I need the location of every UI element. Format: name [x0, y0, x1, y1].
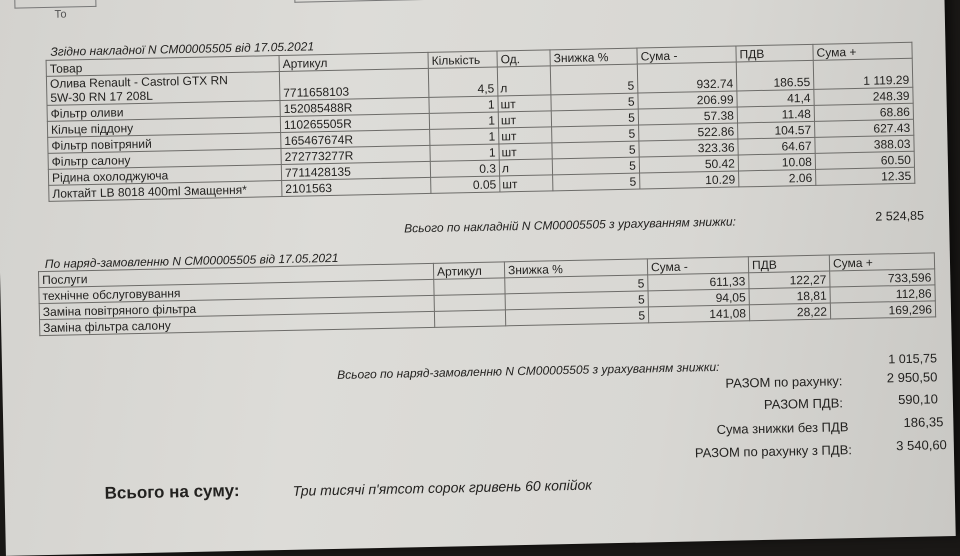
item-sum-minus: 57.38 — [638, 107, 737, 125]
item-vat: 11.48 — [737, 105, 814, 123]
col-header: Артикул — [279, 52, 428, 71]
item-article: 2101563 — [282, 177, 431, 196]
top-cell-box — [14, 0, 96, 9]
invoice-header: Згідно накладної N СМ00005505 від 17.05.2021 — [50, 39, 315, 59]
item-name: Рідина охолоджуюча — [48, 165, 281, 186]
top-sub-text: То — [54, 8, 67, 21]
item-sum-plus: 627.43 — [815, 119, 914, 137]
item-qty: 1 — [429, 96, 498, 113]
summary-total-label: РАЗОМ по рахунку: — [725, 373, 843, 391]
item-sum-plus: 248.39 — [814, 87, 913, 105]
service-vat: 122,27 — [749, 271, 830, 289]
service-article — [434, 310, 505, 327]
summary-discount-value: 186,35 — [903, 414, 944, 431]
service-sum-plus: 169,296 — [830, 301, 935, 319]
item-unit: л — [499, 159, 552, 176]
col-header: Знижка % — [504, 259, 647, 278]
item-article: 165467674R — [281, 129, 430, 148]
col-header: Сума + — [813, 42, 912, 60]
service-sum-minus: 141,08 — [648, 305, 749, 323]
service-sum-minus: 94,05 — [648, 289, 749, 307]
item-name: Олива Renault - Castrol GTX RN 5W-30 RN 17 208L — [46, 72, 280, 106]
service-name: технічне обслуговування — [39, 279, 434, 303]
item-article: 7711658103 — [279, 68, 429, 100]
item-qty: 1 — [429, 112, 498, 129]
item-sum-minus: 932.74 — [637, 62, 737, 93]
final-sum-label: Всього на суму: — [104, 480, 240, 503]
order-total-label: Всього по наряд-замовленню N СМ00005505 з урахуванням знижки: — [337, 359, 720, 382]
item-unit: шт — [500, 175, 553, 192]
summary-discount-label: Сума знижки без ПДВ — [716, 419, 849, 437]
service-discount: 5 — [505, 275, 648, 294]
summary-grand-label: РАЗОМ по рахунку з ПДВ: — [694, 442, 853, 461]
item-unit: шт — [499, 127, 552, 144]
col-header: Сума - — [637, 46, 736, 64]
summary-vat-value: 590,10 — [897, 391, 939, 408]
service-sum-minus: 611,33 — [648, 273, 749, 291]
item-unit: шт — [498, 95, 551, 112]
item-vat: 41,4 — [737, 89, 814, 107]
item-qty: 0.05 — [431, 176, 500, 193]
col-header: ПДВ — [748, 255, 829, 273]
service-article — [434, 294, 505, 311]
item-qty: 1 — [430, 128, 499, 145]
item-sum-plus: 60.50 — [815, 151, 914, 169]
summary-vat-label: РАЗОМ ПДВ: — [763, 395, 844, 412]
order-total-value: 1 015,75 — [888, 351, 938, 367]
col-header: Кількість — [428, 51, 497, 68]
top-strip — [0, 0, 944, 21]
service-discount: 5 — [505, 307, 648, 326]
col-header: ПДВ — [736, 44, 813, 62]
item-sum-minus: 206.99 — [638, 91, 737, 109]
item-qty: 4,5 — [428, 67, 498, 97]
service-name: Заміна повітряного фільтра — [39, 295, 434, 319]
item-sum-minus: 323.36 — [639, 139, 738, 157]
col-header: Товар — [46, 56, 279, 77]
col-header: Артикул — [433, 262, 504, 279]
col-header: Сума + — [829, 253, 934, 271]
item-sum-minus: 10.29 — [640, 171, 739, 189]
item-discount: 5 — [552, 125, 639, 143]
item-sum-minus: 522.86 — [639, 123, 738, 141]
invoice-table — [46, 42, 916, 202]
item-article: 110265505R — [280, 113, 429, 132]
invoice-total-value: 2 524,85 — [875, 208, 925, 224]
item-discount: 5 — [551, 93, 638, 111]
item-article: 7711428135 — [281, 161, 430, 180]
col-header: Послуги — [38, 263, 433, 287]
invoice-total-label: Всього по накладній N СМ00005505 з урахуванням знижки: — [404, 214, 737, 236]
service-sum-plus: 112,86 — [830, 285, 935, 303]
item-unit: л — [497, 66, 551, 96]
service-name: Заміна фільтра салону — [39, 311, 434, 335]
item-discount: 5 — [551, 109, 638, 127]
item-qty: 0.3 — [430, 160, 499, 177]
item-sum-plus: 1 119.29 — [813, 58, 913, 89]
col-header: Од. — [497, 50, 550, 67]
top-cell-box — [294, 0, 486, 3]
item-vat: 10.08 — [738, 153, 815, 171]
item-article: 152085488R — [280, 97, 429, 116]
item-vat: 186.55 — [736, 60, 814, 91]
item-vat: 2.06 — [739, 169, 816, 187]
item-sum-plus: 68.86 — [814, 103, 913, 121]
item-name: Фільтр салону — [48, 149, 281, 170]
service-vat: 18,81 — [749, 287, 830, 305]
item-discount: 5 — [550, 64, 638, 95]
final-sum-words: Три тисячі п'ятсот сорок гривень 60 копійок — [292, 476, 593, 499]
item-unit: шт — [498, 111, 551, 128]
service-article — [434, 278, 505, 295]
item-sum-minus: 50.42 — [639, 155, 738, 173]
item-discount: 5 — [553, 173, 640, 191]
service-sum-plus: 733,596 — [830, 269, 935, 287]
item-name: Локтайт LB 8018 400ml Змащення* — [49, 181, 282, 202]
col-header: Сума - — [647, 257, 748, 275]
item-name: Фільтр повітряний — [48, 133, 281, 154]
col-header: Знижка % — [550, 48, 637, 66]
item-article: 272773277R — [281, 145, 430, 164]
item-vat: 104.57 — [738, 121, 815, 139]
service-vat: 28,22 — [749, 303, 830, 321]
item-name: Кільце піддону — [47, 117, 280, 138]
item-discount: 5 — [552, 141, 639, 159]
item-sum-plus: 12.35 — [816, 167, 915, 185]
order-header: По наряд-замовленню N СМ00005505 від 17.05.2021 — [44, 250, 339, 271]
summary-grand-value: 3 540,60 — [896, 437, 947, 454]
service-discount: 5 — [505, 291, 648, 310]
item-discount: 5 — [552, 157, 639, 175]
item-vat: 64.67 — [738, 137, 815, 155]
item-sum-plus: 388.03 — [815, 135, 914, 153]
item-qty: 1 — [430, 144, 499, 161]
summary-total-value: 2 950,50 — [886, 369, 938, 386]
item-name: Фільтр оливи — [47, 101, 280, 122]
item-unit: шт — [499, 143, 552, 160]
